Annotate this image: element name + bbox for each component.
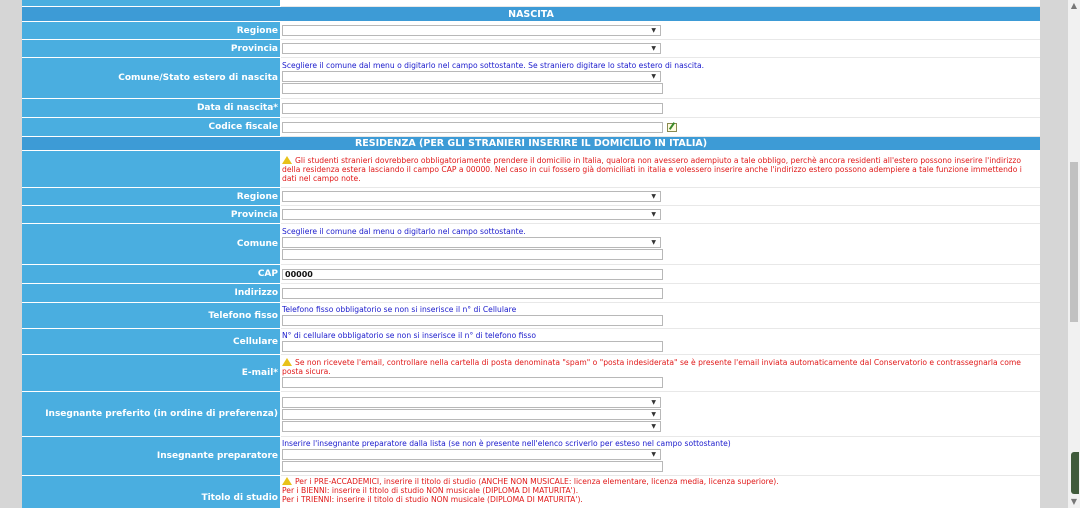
cellulare-row: [22, 329, 1040, 355]
email-row: [22, 355, 1040, 392]
titolo-studio-label: Titolo di studio: [22, 476, 281, 508]
nascita-regione-row: [22, 22, 1040, 40]
nascita-provincia-row: [22, 40, 1040, 58]
data-nascita-input[interactable]: [282, 103, 663, 114]
email-label: E-mail*: [22, 355, 281, 392]
titolo-line-2: Per i BIENNI: inserire il titolo di studio NON musicale (DIPLOMA DI MATURITA').: [282, 486, 579, 495]
warning-icon: [282, 358, 292, 366]
residenza-comune-input[interactable]: [282, 249, 663, 260]
insegnante-preferito-label: Insegnante preferito (in ordine di preferenza): [22, 392, 281, 437]
residenza-provincia-row: [22, 206, 1040, 224]
insegnante-preferito-select-1[interactable]: [282, 397, 661, 408]
chevron-down-icon: ▼: [651, 410, 656, 418]
section-title-residenza: RESIDENZA (PER GLI STRANIERI INSERIRE IL DOMICILIO IN ITALIA): [22, 137, 1040, 151]
insegnante-preparatore-label: Insegnante preparatore: [22, 437, 281, 476]
cellulare-input[interactable]: [282, 341, 663, 352]
telefono-note: Telefono fisso obbligatorio se non si inserisce il n° di Cellulare: [282, 304, 517, 314]
insegnante-preferito-select-2[interactable]: [282, 409, 661, 420]
insegnante-preparatore-note: Inserire l'insegnante preparatore dalla lista (se non è presente nell'elenco scriverlo per esteso nel campo sottostante): [282, 439, 731, 448]
insegnante-preparatore-input[interactable]: [282, 461, 663, 472]
cap-label: CAP: [22, 265, 281, 284]
residenza-regione-label: Regione: [22, 188, 281, 206]
nascita-data-label: Data di nascita*: [22, 99, 281, 118]
warning-icon: [282, 156, 292, 164]
email-input[interactable]: [282, 377, 663, 388]
insegnante-preparatore-row: [22, 437, 1040, 476]
warning-icon: [282, 477, 292, 485]
nascita-comune-row: [22, 58, 1040, 99]
insegnante-preferito-row: [22, 392, 1040, 437]
titolo-line-3: Per i TRIENNI: inserire il titolo di studio NON musicale (DIPLOMA DI MATURITA').: [282, 495, 583, 504]
form-panel: [22, 0, 1040, 508]
scrollbar-thumb[interactable]: [1070, 162, 1078, 322]
nascita-data-row: [22, 99, 1040, 118]
nascita-comune-label: Comune/Stato estero di nascita: [22, 58, 281, 99]
residenza-provincia-label: Provincia: [22, 206, 281, 224]
residenza-warning-row: [22, 151, 1040, 188]
cap-row: [22, 265, 1040, 284]
vertical-scrollbar[interactable]: [1068, 0, 1080, 508]
nascita-comune-input[interactable]: [282, 83, 663, 94]
codice-fiscale-row: [22, 118, 1040, 137]
titolo-line-1: Per i PRE-ACCADEMICI, inserire il titolo di studio (ANCHE NON MUSICALE: licenza elementare, licenza media, licenza superiore).: [295, 477, 779, 486]
cellulare-note: N° di cellulare obbligatorio se non si inserisce il n° di telefono fisso: [282, 330, 536, 340]
section-title-nascita: NASCITA: [22, 7, 1040, 22]
left-gutter: [0, 0, 22, 508]
email-warning-text: Se non ricevete l'email, controllare nella cartella di posta denominata "spam" o "posta indesiderata" se è presente l'email inviata automaticamente dal Conservatorio e contrassegnarla come posta sicura.: [282, 358, 1021, 376]
telefono-label: Telefono fisso: [22, 303, 281, 329]
cellulare-label: Cellulare: [22, 329, 281, 355]
residenza-comune-label: Comune: [22, 224, 281, 265]
chevron-down-icon: ▼: [651, 211, 656, 218]
codice-fiscale-label: Codice fiscale: [22, 118, 281, 137]
chevron-down-icon: ▼: [651, 422, 656, 430]
telefono-input[interactable]: [282, 315, 663, 326]
insegnante-preferito-select-3[interactable]: [282, 421, 661, 432]
residenza-provincia-select[interactable]: [282, 209, 661, 220]
telefono-row: [22, 303, 1040, 329]
chevron-down-icon: ▼: [651, 45, 656, 52]
scroll-up-arrow-icon[interactable]: ▲: [1070, 1, 1078, 10]
chevron-down-icon: ▼: [651, 451, 656, 458]
cap-input[interactable]: 00000: [282, 269, 663, 280]
registration-form-table: [22, 0, 1040, 508]
nascita-provincia-label: Provincia: [22, 40, 281, 58]
scroll-down-arrow-icon[interactable]: ▼: [1070, 497, 1078, 506]
indirizzo-input[interactable]: [282, 288, 663, 299]
nascita-header-row: [22, 7, 1040, 22]
residenza-comune-select[interactable]: [282, 237, 661, 248]
nascita-regione-select[interactable]: [282, 25, 661, 36]
chevron-down-icon: ▼: [651, 73, 656, 80]
chevron-down-icon: ▼: [651, 193, 656, 200]
residenza-regione-select[interactable]: [282, 191, 661, 202]
insegnante-preparatore-select[interactable]: [282, 449, 661, 460]
right-gutter: [1040, 0, 1068, 508]
side-panel-tab[interactable]: [1071, 452, 1079, 494]
indirizzo-row: [22, 284, 1040, 303]
chevron-down-icon: ▼: [651, 27, 656, 34]
residenza-regione-row: [22, 188, 1040, 206]
chevron-down-icon: ▼: [651, 239, 656, 246]
codice-fiscale-input[interactable]: [282, 122, 663, 133]
chevron-down-icon: ▼: [651, 398, 656, 406]
nascita-provincia-select[interactable]: [282, 43, 661, 54]
nascita-comune-note: Scegliere il comune dal menu o digitarlo nel campo sottostante. Se straniero digitare lo stato estero di nascita.: [282, 61, 705, 70]
titolo-studio-row: [22, 476, 1040, 508]
edit-icon[interactable]: [667, 123, 677, 132]
nascita-comune-select[interactable]: [282, 71, 661, 82]
residenza-comune-note: Scegliere il comune dal menu o digitarlo nel campo sottostante.: [282, 227, 526, 236]
residenza-warning-text: Gli studenti stranieri dovrebbero obbligatoriamente prendere il domicilio in Italia, qualora non avessero adempiuto a tale obbligo, perchè ancora residenti all'estero possono inserire l'indirizzo della residenza estera lasciando il campo CAP a 00000. Nel caso in cui fossero già domiciliati in italia e volessero inserire anche l'indirizzo estero possono adempiere a tale funzione immettendo i dati nel campo note.: [282, 156, 1022, 183]
residenza-comune-row: [22, 224, 1040, 265]
residenza-header-row: [22, 137, 1040, 151]
indirizzo-label: Indirizzo: [22, 284, 281, 303]
nascita-regione-label: Regione: [22, 22, 281, 40]
